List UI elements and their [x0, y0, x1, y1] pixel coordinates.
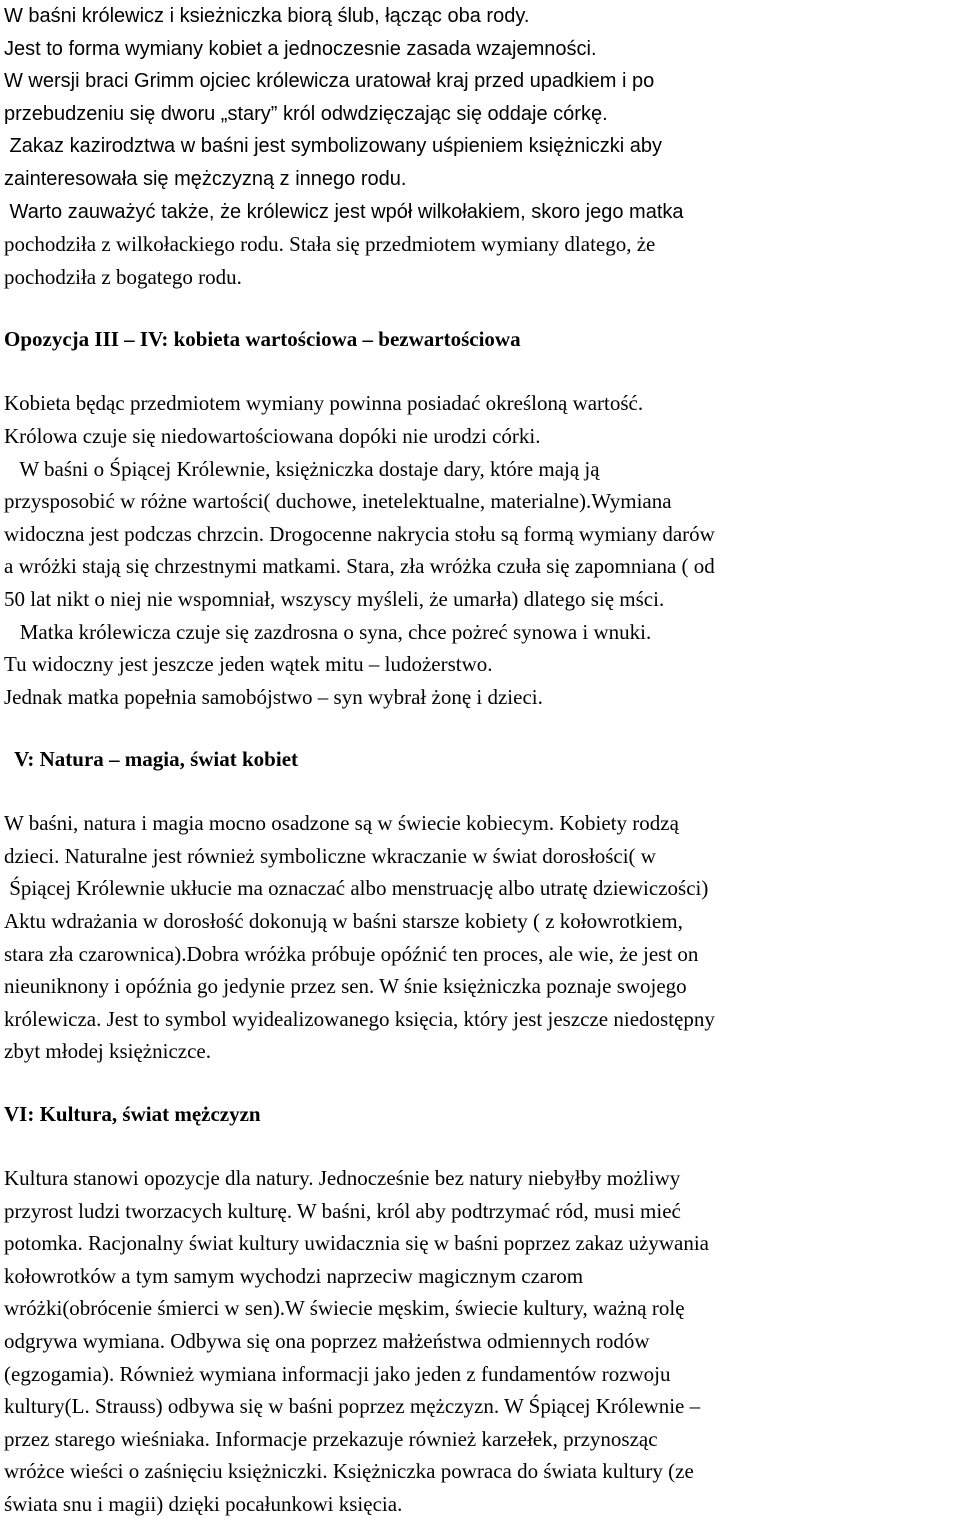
text-line: Zakaz kazirodztwa w baśni jest symbolizowany uśpieniem księżniczki aby: [4, 135, 663, 158]
text-line: Kobieta będąc przedmiotem wymiany powinna posiadać określoną wartość.: [4, 391, 644, 416]
text-line: pochodziła z wilkołackiego rodu. Stała się przedmiotem wymiany dlatego, że: [4, 232, 656, 257]
text-line: Matka królewicza czuje się zazdrosna o syna, chce pożreć synowa i wnuki.: [4, 619, 652, 644]
text-line: Aktu wdrażania w dorosłość dokonują w baśni starsze kobiety ( z kołowrotkiem,: [4, 909, 683, 934]
text-line: stara zła czarownica).Dobra wróżka próbuje opóźnić ten proces, ale wie, że jest on: [4, 941, 699, 966]
text-line: przysposobić w różne wartości( duchowe, inetelektualne, materialne).Wymiana: [4, 489, 672, 514]
text-line: Królowa czuje się niedowartościowana dopóki nie urodzi córki.: [4, 423, 541, 448]
text-line: potomka. Racjonalny świat kultury uwidacznia się w baśni poprzez zakaz używania: [4, 1231, 710, 1256]
intro-section: [4, 0, 956, 293]
text-line: kołowrotków a tym samym wychodzi naprzeciw magicznym czarom: [4, 1263, 584, 1288]
text-line: zainteresowała się mężczyzną z innego rodu.: [4, 167, 407, 190]
section-heading-opozycja: Opozycja III – IV: kobieta wartościowa – bezwartościowa: [4, 327, 521, 352]
section-heading-natura: V: Natura – magia, świat kobiet: [4, 747, 299, 772]
text-line: przebudzeniu się dworu „stary” król odwdzięczając się oddaje córkę.: [4, 102, 608, 125]
text-line: świata snu i magii) dzięki pocałunkowi księcia.: [4, 1491, 403, 1516]
opozycja-section: [4, 387, 956, 713]
text-line: W baśni o Śpiącej Królewnie, księżniczka dostaje dary, które mają ją: [4, 456, 600, 481]
text-line: nieuniknony i opóźnia go jedynie przez sen. W śnie księżniczka poznaje swojego: [4, 974, 687, 999]
text-line: zbyt młodej księżniczce.: [4, 1039, 211, 1064]
text-line: 50 lat nikt o niej nie wspomniał, wszyscy myśleli, że umarła) dlatego się mści.: [4, 586, 665, 611]
natura-section: [4, 807, 956, 1068]
text-line: przez starego wieśniaka. Informacje przekazuje również karzełek, przynosząc: [4, 1426, 658, 1451]
text-line: kultury(L. Strauss) odbywa się w baśni poprzez mężczyzn. W Śpiącej Królewnie –: [4, 1394, 701, 1419]
kultura-section: [4, 1162, 956, 1521]
text-line: królewicza. Jest to symbol wyidealizowanego księcia, który jest jeszcze niedostępny: [4, 1006, 715, 1031]
text-line: wróżce wieści o zaśnięciu księżniczki. Księżniczka powraca do świata kultury (ze: [4, 1459, 694, 1484]
text-line: odgrywa wymiana. Odbywa się ona poprzez małżeństwa odmiennych rodów: [4, 1329, 650, 1353]
text-line: Jest to forma wymiany kobiet a jednoczesnie zasada wzajemności.: [4, 37, 597, 60]
text-line: a wróżki stają się chrzestnymi matkami. Stara, zła wróżka czuła się zapomniana ( od: [4, 554, 715, 579]
text-line: (egzogamia). Również wymiana informacji jako jeden z fundamentów rozwoju: [4, 1361, 671, 1386]
text-line: Jednak matka popełnia samobójstwo – syn wybrał żonę i dzieci.: [4, 684, 543, 709]
text-line: Tu widoczny jest jeszcze jeden wątek mitu – ludożerstwo.: [4, 652, 493, 677]
text-line: W baśni, natura i magia mocno osadzone są w świecie kobiecym. Kobiety rodzą: [4, 811, 679, 836]
text-line: Warto zauważyć także, że królewicz jest wpół wilkołakiem, skoro jego matka: [4, 200, 684, 223]
text-line: dzieci. Naturalne jest również symboliczne wkraczanie w świat dorosłości( w: [4, 843, 656, 868]
text-line: Śpiącej Królewnie ukłucie ma oznaczać albo menstruację albo utratę dziewiczości): [4, 876, 709, 901]
text-line: pochodziła z bogatego rodu.: [4, 264, 242, 289]
text-line: wróżki(obrócenie śmierci w sen).W świecie męskim, świecie kultury, ważną rolę: [4, 1296, 685, 1321]
text-line: przyrost ludzi tworzacych kulturę. W baśni, król aby podtrzymać ród, musi mieć: [4, 1198, 681, 1223]
section-heading-kultura: VI: Kultura, świat mężczyzn: [4, 1102, 261, 1127]
text-line: W baśni królewicz i ksieżniczka biorą ślub, łącząc oba rody.: [4, 5, 530, 27]
text-line: W wersji braci Grimm ojciec królewicza uratował kraj przed upadkiem i po: [4, 70, 655, 93]
text-line: widoczna jest podczas chrzcin. Drogocenne nakrycia stołu są formą wymiany darów: [4, 521, 715, 546]
text-line: Kultura stanowi opozycje dla natury. Jednocześnie bez natury niebyłby możliwy: [4, 1166, 681, 1191]
